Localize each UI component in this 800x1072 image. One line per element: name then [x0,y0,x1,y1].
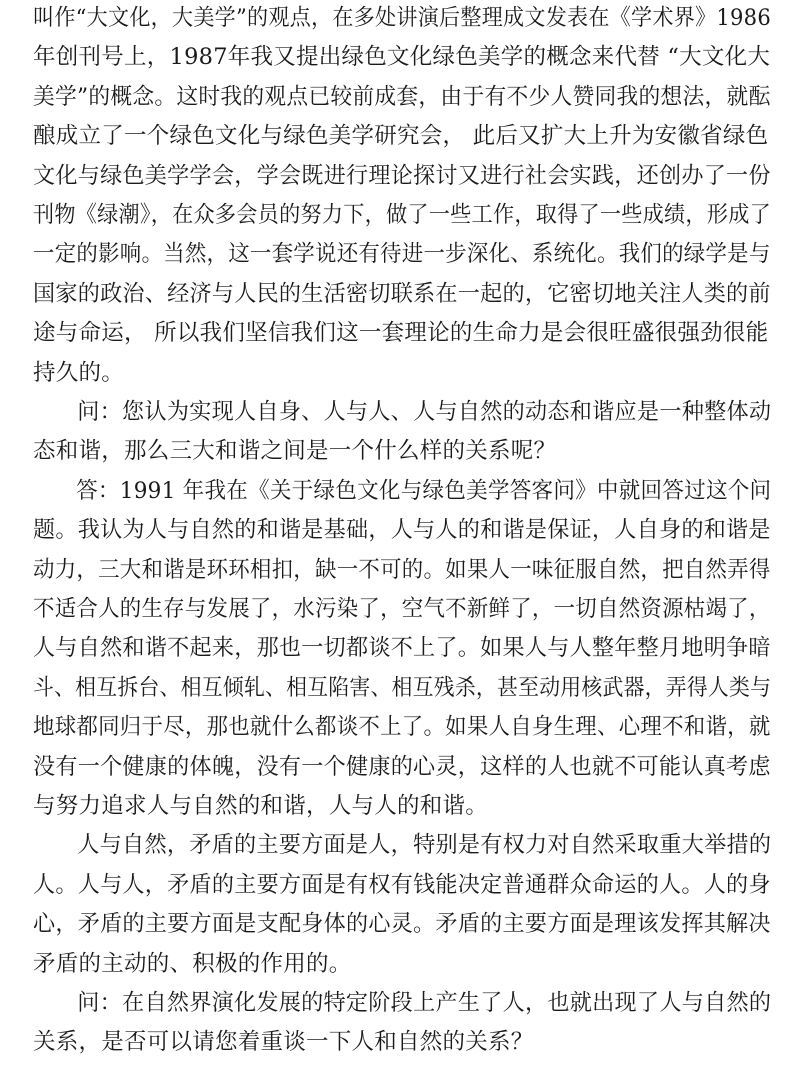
text-line: 心，矛盾的主要方面是支配身体的心灵。矛盾的主要方面是理该发挥其解决 [33,911,771,938]
text-line: 态和谐，那么三大和谐之间是一个什么样的关系呢？ [33,438,557,465]
text-line: 关系，是否可以请您着重谈一下人和自然的关系？ [33,1029,534,1056]
text-line: 答：1991 年我在《关于绿色文化与绿色美学答客问》中就回答过这个问 [76,477,772,504]
text-line: 人与自然和谐不起来，那也一切都谈不上了。如果人与人整年整月地明争暗 [33,635,771,662]
text-line: 持久的。 [33,359,125,386]
text-line: 问：您认为实现人自身、人与人、人与自然的动态和谐应是一种整体动 [77,399,772,425]
text-line: 不适合人的生存与发展了，水污染了，空气不新鲜了，一切自然资源枯竭了， [33,596,771,622]
text-line: 酿成立了一个绿色文化与绿色美学研究会， 此后又扩大上升为安徽省绿色 [33,123,769,150]
text-line: 国家的政治、经济与人民的生活密切联系在一起的，它密切地关注人类的前 [33,280,771,307]
text-line: 美学”的概念。这时我的观点已较前成套，由于有不少人赞同我的想法，就酝 [33,83,771,110]
text-line: 刊物《绿潮》，在众多会员的努力下，做了一些工作，取得了一些成绩，形成了 [33,202,771,228]
text-line: 题。我认为人与自然的和谐是基础，人与人的和谐是保证，人自身的和谐是 [33,517,771,544]
text-line: 年创刊号上，1987年我又提出绿色文化绿色美学的概念来代替 “大文化大 [33,44,771,71]
text-line: 人。人与人，矛盾的主要方面是有权有钱能决定普通群众命运的人。人的身 [33,871,771,898]
text-line: 文化与绿色美学学会，学会既进行理论探讨又进行社会实践，还创办了一份 [33,162,771,189]
text-line: 人与自然，矛盾的主要方面是人，特别是有权力对自然采取重大举措的 [77,832,772,859]
text-line: 没有一个健康的体魄，没有一个健康的心灵，这样的人也就不可能认真考虑 [33,753,771,780]
text-line: 途与命运， 所以我们坚信我们这一套理论的生命力是会很旺盛很强劲很能 [33,320,769,347]
text-line: 矛盾的主动的、积极的作用的。 [33,950,352,977]
text-line: 与努力追求人与自然的和谐，人与人的和谐。 [33,793,489,819]
text-line: 斗、相互拆台、相互倾轧、相互陷害、相互残杀，甚至动用核武器，弄得人类与 [33,674,772,701]
text-line: 叫作“大文化，大美学”的观点，在多处讲演后整理成文发表在《学术界》1986 [33,5,771,31]
text-line: 问：在自然界演化发展的特定阶段上产生了人，也就出现了人与自然的 [77,990,772,1016]
text-line: 地球都同归于尽，那也就什么都谈不上了。如果人自身生理、心理不和谐，就 [33,714,771,741]
text-line: 动力，三大和谐是环环相扣，缺一不可的。如果人一味征服自然，把自然弄得 [33,556,771,583]
text-line: 一定的影响。当然，这一套学说还有待进一步深化、系统化。我们的绿学是与 [33,241,771,268]
